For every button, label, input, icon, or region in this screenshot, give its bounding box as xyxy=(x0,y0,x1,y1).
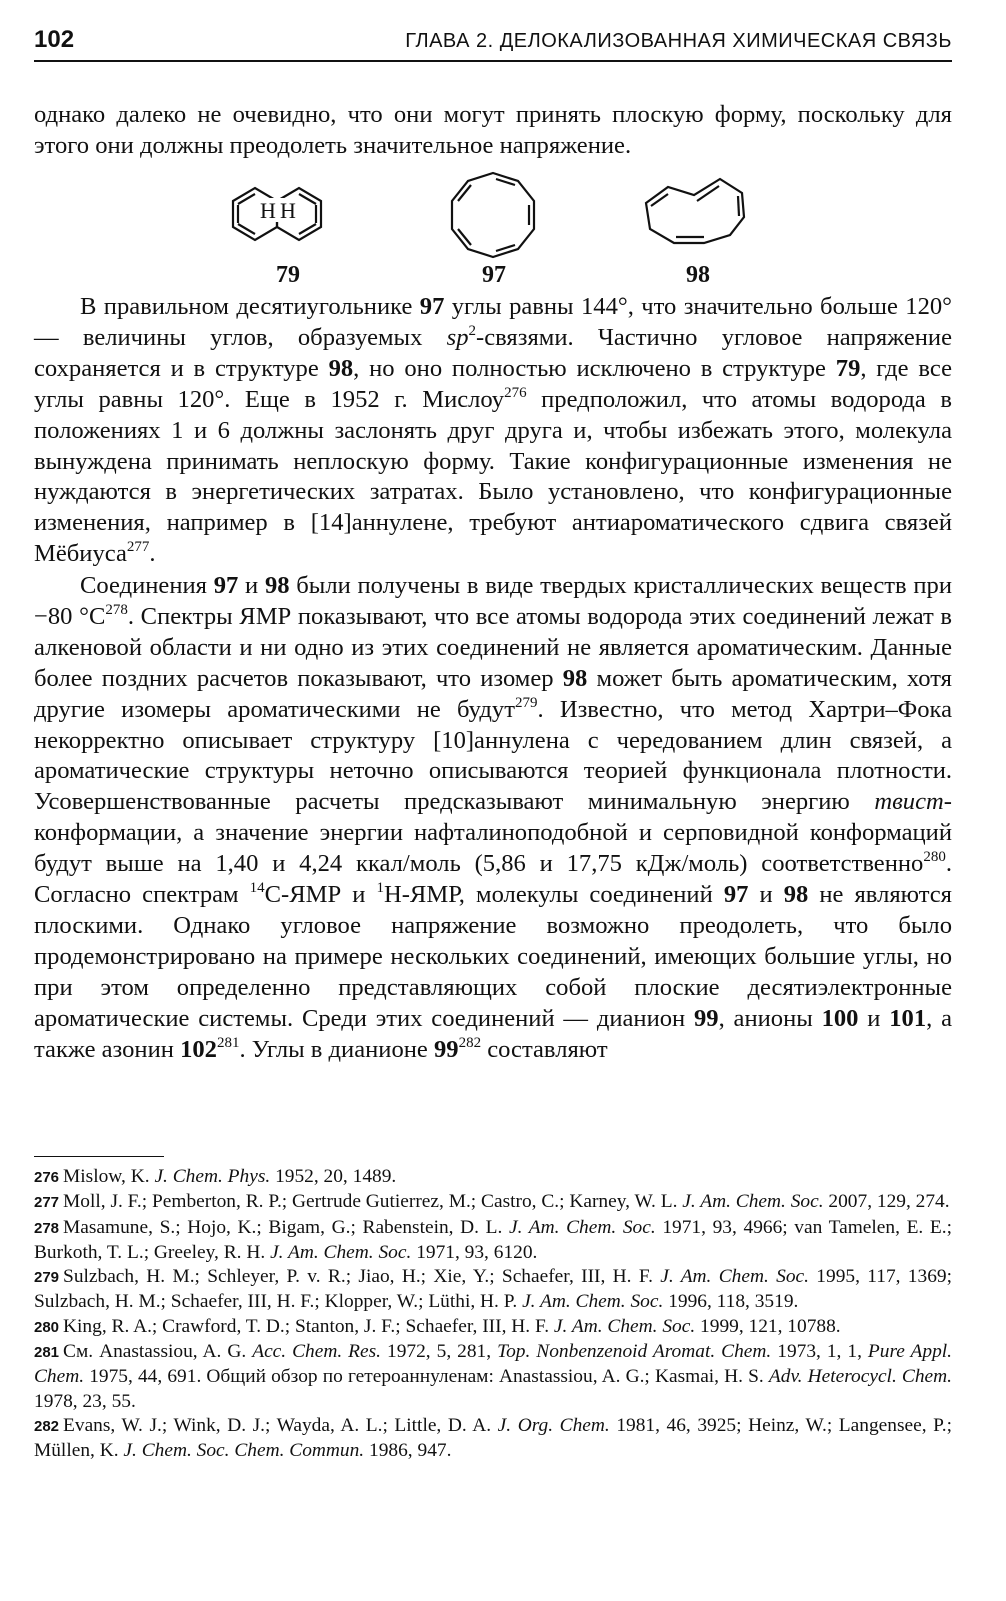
molecule-98-structure xyxy=(646,179,744,243)
footnote-279: 279 Sulzbach, H. M.; Schleyer, P. v. R.; Jiao, H.; Xie, Y.; Schaefer, III, H. F. J. Am. Chem. Soc. 1995, 117, 1369; Sulzbach, H. M.; Schaefer, III, H. F.; Klopper, W.; Lüthi, H. P. J. Am. Chem. Soc. 1996, 118, 3519. xyxy=(34,1266,952,1313)
molecule-label-97: 97 xyxy=(482,262,506,288)
footnote-277: 277 Moll, J. F.; Pemberton, R. P.; Gertrude Gutierrez, M.; Castro, C.; Karney, W. L. J. Am. Chem. Soc. 2007, 129, 274. xyxy=(34,1191,950,1213)
molecule-figure-row xyxy=(0,165,1006,295)
molecule-label-98: 98 xyxy=(686,262,710,288)
hydrogen-label-1: H xyxy=(260,198,276,223)
paragraph-1: В правильном десятиугольнике 97 углы равны 144°, что значительно больше 120° — величины углов, образуемых $sp^2$-связями. Частично угловое напряжение сохраняется и в структуре 98, но оно полностью исключено в структуре 79, где все углы равны 120°. Еще в 1952 г. Мислоу$^{276}$ предположил, что атомы водорода в положениях 1 и 6 должны заслонять друг друга и, чтобы избежать этого, молекула вынуждена принимать неплоскую форму. Такие конфигурационные изменения не нуждаются в энергетических затратах. Было установлено, что конфигурационные изменения, например в [14]аннулене, требуют антиароматического сдвига связей Мёбиуса$^{277}$. xyxy=(34,293,953,568)
footnote-rule xyxy=(34,1156,164,1157)
paragraph-2: Соединения 97 и 98 были получены в виде твердых кристаллических веществ при −80 $^\circ C^{278}$. Спектры ЯМР показывают, что все атомы водорода этих соединений лежат в алкеновой области и ни одно из этих соединений не является ароматическим. Данные более поздних расчетов показывают, что изомер 98 может быть ароматическим, хотя другие изомеры ароматическими не будут$^{279}$. Известно, что метод Хартри–Фока некорректно описывает структуру [10]аннулена с чередованием длин связей, а ароматические структуры неточно описываются теорией функционала плотности. Усовершенствованные расчеты предсказывают минимальную энергию твист-конформации, а значение энергии нафталиноподобной и серповидной конформаций будут выше на 1,40 и 4,24 ккал/моль (5,86 и 17,75 кДж/моль) соответственно$^{280}$. Согласно спектрам $^{14}$C-ЯМР и $^1$H-ЯМР, молекулы соединений 97 и 98 не являются плоскими. Однако угловое напряжение возможно преодолеть, что было продемонстрировано на примере нескольких соединений, имеющих большие углы, но при этом определенно представляющих собой плоские десятиэлектронные ароматические системы. Среди этих соединений — дианион 99, анионы 100 и 101, а также азонин $102^{281}$. Углы в дианионе $99^{282}$ составляют xyxy=(34,572,953,1063)
intro-paragraph: однако далеко не очевидно, что они могут принять плоскую форму, поскольку для этого они должны преодолеть значительное напряжение. xyxy=(34,101,952,159)
footnote-282: 282 Evans, W. J.; Wink, D. J.; Wayda, A. L.; Little, D. A. J. Org. Chem. 1981, 46, 3925; Heinz, W.; Langensee, P.; Müllen, K. J. Chem. Soc. Chem. Commun. 1986, 947. xyxy=(34,1414,953,1462)
footnotes xyxy=(34,1165,952,1464)
footnote-280: 280 King, R. A.; Crawford, T. D.; Stanton, J. F.; Schaefer, III, H. F. J. Am. Chem. Soc. 1999, 121, 10788. xyxy=(34,1315,841,1337)
chapter-title: ГЛАВА 2. ДЕЛОКАЛИЗОВАННАЯ ХИМИЧЕСКАЯ СВЯЗЬ xyxy=(405,30,952,52)
running-header xyxy=(34,24,952,62)
hydrogen-label-2: H xyxy=(280,198,296,223)
molecule-structures xyxy=(0,165,1006,265)
footnote-281: 281 См. Anastassiou, A. G. Acc. Chem. Res. 1972, 5, 281, Top. Nonbenzenoid Aromat. Chem. 1973, 1, 1, Pure Appl. Chem. 1975, 44, 691. Общий обзор по гетероаннуленам: Anastassiou, A. G.; Kasmai, H. S. Adv. Heterocycl. Chem. 1978, 23, 55. xyxy=(34,1341,953,1412)
page-number: 102 xyxy=(34,26,75,53)
footnote-276: 276 Mislow, K. J. Chem. Phys. 1952, 20, 1489. xyxy=(34,1166,397,1187)
molecule-label-79: 79 xyxy=(276,262,300,288)
molecule-97-structure xyxy=(452,173,534,257)
footnote-278: 278 Masamune, S.; Hojo, K.; Bigam, G.; Rabenstein, D. L. J. Am. Chem. Soc. 1971, 93, 4966; van Tamelen, E. E.; Burkoth, T. L.; Greeley, R. H. J. Am. Chem. Soc. 1971, 93, 6120. xyxy=(34,1216,952,1263)
